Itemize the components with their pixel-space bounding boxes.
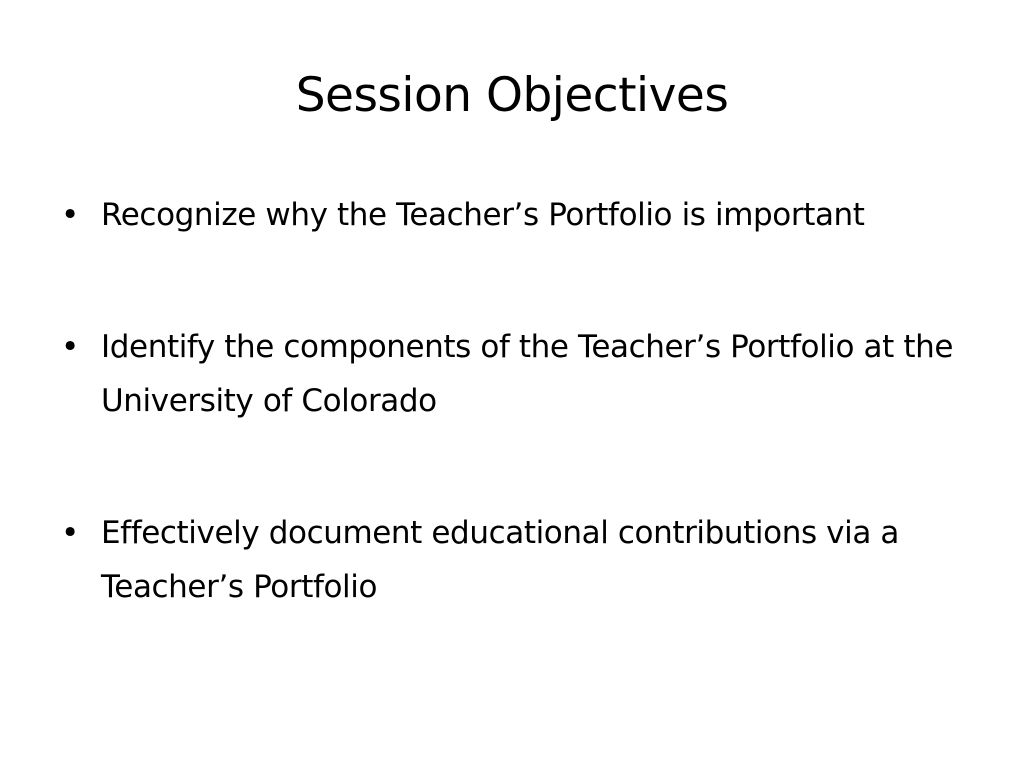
list-item-identify	[61, 320, 961, 428]
objectives-list	[61, 188, 961, 614]
bullet-icon: •	[61, 197, 79, 233]
bullet-text: Effectively document educational contributions via a Teacher’s Portfolio	[101, 515, 899, 605]
slide-title: Session Objectives	[295, 68, 729, 123]
list-item-recognize	[61, 188, 961, 242]
bullet-text: Identify the components of the Teacher’s Portfolio at the University of Colorado	[101, 329, 954, 419]
bullet-icon: •	[61, 329, 79, 365]
bullet-icon: •	[61, 515, 79, 551]
bullet-text: Recognize why the Teacher’s Portfolio is important	[101, 197, 865, 233]
list-item-document	[61, 506, 961, 614]
